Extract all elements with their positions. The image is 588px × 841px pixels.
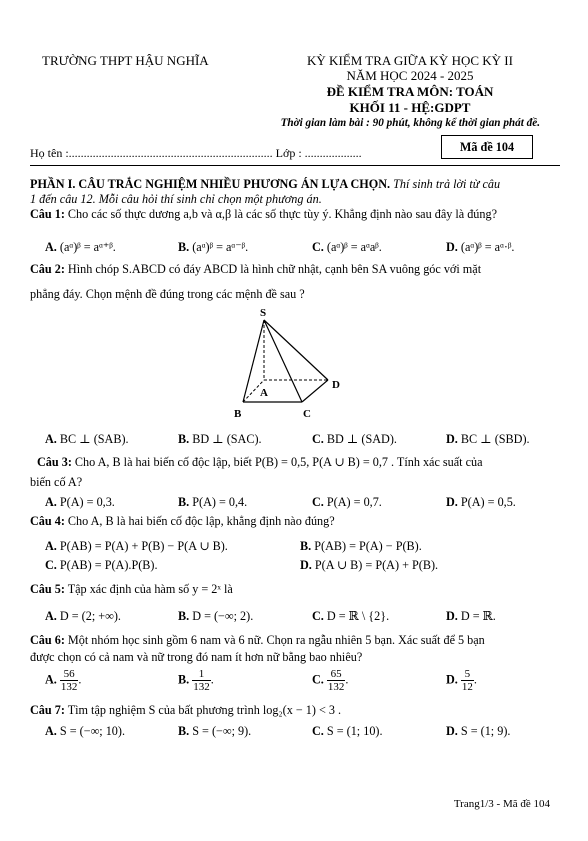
- exam-title: KỲ KIỂM TRA GIỮA KỲ HỌC KỲ II: [307, 53, 513, 68]
- school-name: TRƯỜNG THPT HẬU NGHĨA: [42, 53, 209, 68]
- q6-fraction-d: $\frac{5}{12}$: [461, 668, 473, 693]
- q7-option-c[interactable]: C. S = (1; 10).: [312, 724, 383, 738]
- q3-option-b[interactable]: B. P(A) = 0,4.: [178, 495, 248, 509]
- header-divider: [30, 165, 560, 166]
- question-4-label: Câu 4:: [30, 514, 65, 528]
- question-5-label: Câu 5:: [30, 582, 65, 596]
- edge-sd: [264, 320, 328, 380]
- question-2-text-b: phẳng đáy. Chọn mệnh đề đúng trong các mệnh đề sau ?: [30, 287, 305, 301]
- q2-option-d[interactable]: D. BC ⊥ (SBD).: [446, 432, 530, 446]
- question-1-text: Cho các số thực dương a,b và α,β là các số thực tùy ý. Khẳng định nào sau đây là đúng?: [64, 207, 498, 221]
- label-s: S: [260, 307, 267, 319]
- q7-option-a[interactable]: A. S = (−∞; 10).: [45, 724, 125, 738]
- label-d: D: [332, 379, 340, 391]
- question-3-text-b: biến cố A?: [30, 475, 83, 489]
- page-footer: Trang1/3 - Mã đề 104: [453, 798, 550, 810]
- section-1-intro-a: Thí sinh trả lời từ câu: [390, 177, 501, 191]
- q1-option-c[interactable]: C. (aᵅ)ᵝ = aᵅaᵝ.: [312, 240, 382, 254]
- question-6-label: Câu 6:: [30, 633, 65, 647]
- q5-option-d[interactable]: D. D = ℝ.: [446, 609, 496, 623]
- q1-option-b[interactable]: B. (aᵅ)ᵝ = aᵅ⁻ᵝ.: [178, 240, 249, 254]
- q2-option-a[interactable]: A. BC ⊥ (SAB).: [45, 432, 129, 446]
- question-3: [37, 455, 483, 470]
- question-7: [30, 703, 341, 718]
- q7-option-b[interactable]: B. S = (−∞; 9).: [178, 724, 252, 738]
- question-6: [30, 633, 485, 648]
- question-2-text-a: Hình chóp S.ABCD có đáy ABCD là hình chữ nhật, cạnh bên SA vuông góc với mặt: [64, 262, 482, 276]
- q6-option-d[interactable]: D. $\frac{5}{12}$ .: [446, 668, 477, 693]
- q6-option-a[interactable]: A. $\frac{56}{132}$ .: [45, 668, 82, 693]
- q5-option-c[interactable]: C. D = ℝ \ {2}.: [312, 609, 390, 623]
- q6-option-c[interactable]: C. $\frac{65}{132}$ .: [312, 668, 349, 693]
- q4-option-b[interactable]: B. P(AB) = P(A) − P(B).: [300, 539, 422, 553]
- edge-cd: [302, 380, 328, 402]
- question-7-text: Tìm tập nghiệm S của bất phương trình log₂(x − 1) < 3 .: [64, 703, 342, 717]
- q2-option-c[interactable]: C. BD ⊥ (SAD).: [312, 432, 397, 446]
- question-2-label: Câu 2:: [30, 262, 65, 276]
- question-1: [30, 207, 497, 222]
- q6-fraction-b: $\frac{1}{132}$: [193, 668, 210, 693]
- question-5-text: Tập xác định của hàm số y = 2ˣ là: [64, 582, 233, 596]
- question-4: [30, 514, 335, 529]
- question-6-text-b: được chọn có cả nam và nữ trong đó nam ít hơn nữ bằng bao nhiêu?: [30, 650, 363, 664]
- exam-code-box: Mã đề 104: [441, 135, 533, 159]
- section-1-heading: [30, 177, 500, 192]
- q3-option-d[interactable]: D. P(A) = 0,5.: [446, 495, 516, 509]
- q6-option-b[interactable]: B. $\frac{1}{132}$ .: [178, 668, 214, 693]
- question-5: [30, 582, 233, 597]
- label-a: A: [260, 387, 268, 399]
- q7-option-d[interactable]: D. S = (1; 9).: [446, 724, 511, 738]
- question-1-label: Câu 1:: [30, 207, 65, 221]
- label-b: B: [234, 408, 242, 420]
- label-c: C: [303, 408, 311, 420]
- section-1-intro-b: 1 đến câu 12. Mỗi câu hỏi thí sinh chỉ chọn một phương án.: [30, 192, 322, 206]
- question-6-text-a: Một nhóm học sinh gồm 6 nam và 6 nữ. Chọn ra ngẫu nhiên 5 bạn. Xác suất để 5 bạn: [64, 633, 485, 647]
- grade-title: KHỐI 11 - HỆ:GDPT: [349, 100, 471, 115]
- name-class-field: Họ tên :.................................................................... Lớp : ...................: [30, 146, 362, 160]
- question-7-label: Câu 7:: [30, 703, 65, 717]
- edge-sc: [264, 320, 302, 402]
- pyramid-figure: [220, 305, 350, 425]
- time-note: Thời gian làm bài : 90 phút, không kể thời gian phát đề.: [280, 117, 540, 129]
- q3-option-a[interactable]: A. P(A) = 0,3.: [45, 495, 115, 509]
- q4-option-a[interactable]: A. P(AB) = P(A) + P(B) − P(A ∪ B).: [45, 539, 228, 553]
- question-3-label: Câu 3:: [37, 455, 72, 469]
- question-2: [30, 262, 481, 277]
- q3-option-c[interactable]: C. P(A) = 0,7.: [312, 495, 382, 509]
- subject-title: ĐỀ KIỂM TRA MÔN: TOÁN: [326, 84, 494, 99]
- q6-fraction-c: $\frac{65}{132}$: [327, 668, 345, 693]
- question-3-text-a: Cho A, B là hai biến cố độc lập, biết P(B) = 0,5, P(A ∪ B) = 0,7 . Tính xác suất của: [71, 455, 483, 469]
- q4-option-c[interactable]: C. P(AB) = P(A).P(B).: [45, 558, 158, 572]
- q1-option-a[interactable]: A. (aᵅ)ᵝ = aᵅ⁺ᵝ.: [45, 240, 116, 254]
- q5-option-a[interactable]: A. D = (2; +∞).: [45, 609, 121, 623]
- q4-option-d[interactable]: D. P(A ∪ B) = P(A) + P(B).: [300, 558, 439, 572]
- question-4-text: Cho A, B là hai biến cố độc lập, khẳng định nào đúng?: [64, 514, 335, 528]
- q2-option-b[interactable]: B. BD ⊥ (SAC).: [178, 432, 262, 446]
- q1-option-d[interactable]: D. (aᵅ)ᵝ = aᵅ·ᵝ.: [446, 240, 515, 254]
- q5-option-b[interactable]: B. D = (−∞; 2).: [178, 609, 254, 623]
- q6-fraction-a: $\frac{56}{132}$: [60, 668, 78, 693]
- school-year: NĂM HỌC 2024 - 2025: [346, 68, 474, 83]
- section-1-title: PHẦN I. CÂU TRẮC NGHIỆM NHIỀU PHƯƠNG ÁN LỰA CHỌN.: [30, 177, 391, 191]
